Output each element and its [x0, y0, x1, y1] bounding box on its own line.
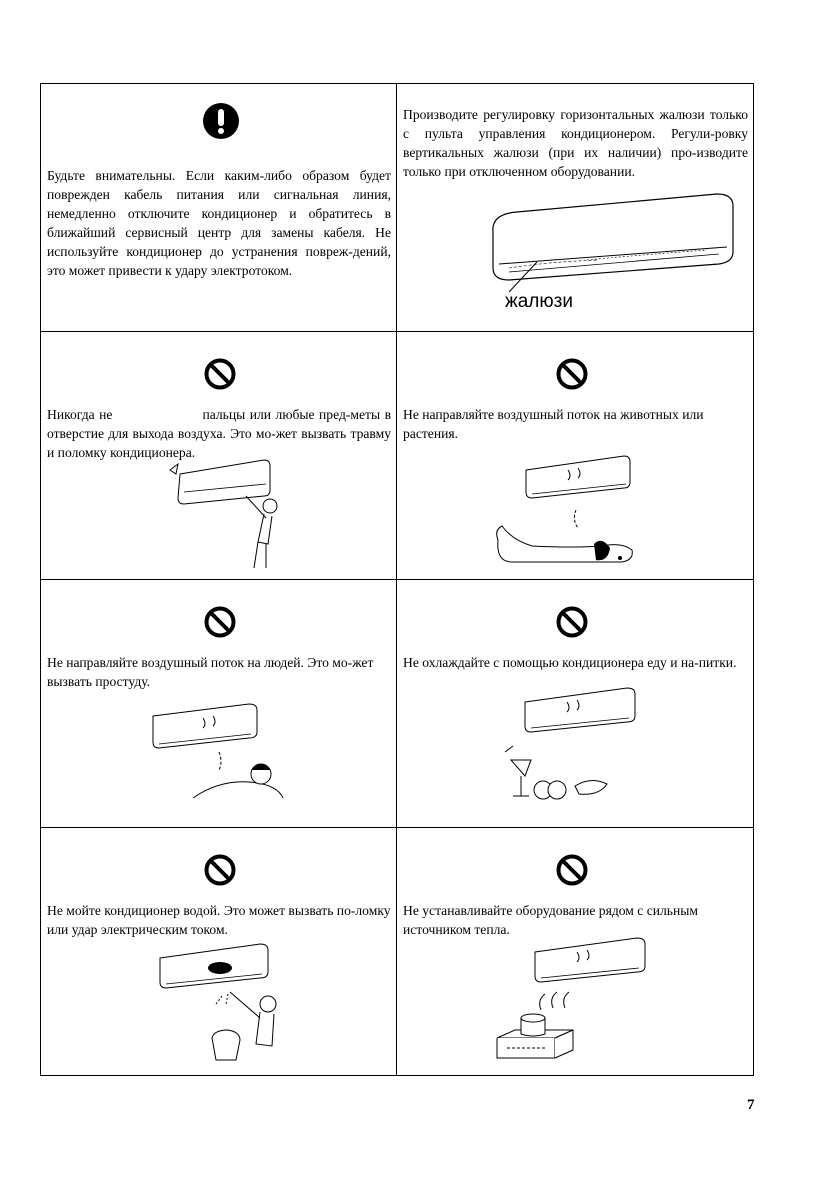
ac-food-illustration	[495, 686, 645, 806]
exclamation-icon	[202, 102, 240, 140]
cell-no-animals	[397, 332, 754, 580]
prohibition-icon	[556, 606, 588, 638]
no-animals-text: Не направляйте воздушный поток на животных или растения.	[403, 407, 704, 441]
ac-animal-illustration	[492, 450, 637, 568]
prohibition-icon	[204, 606, 236, 638]
louver-pointer-line	[507, 260, 547, 294]
no-people-text: Не направляйте воздушный поток на людей. Это мо-жет вызвать простуду.	[47, 655, 374, 689]
safety-grid	[40, 83, 754, 1076]
cell-no-people	[41, 580, 397, 828]
ac-stove-illustration	[491, 934, 651, 1064]
cell-cable-warning	[41, 84, 397, 332]
cell-no-heat	[397, 828, 754, 1076]
no-food-text: Не охлаждайте с помощью кондиционера еду и на-питки.	[403, 655, 737, 670]
no-fingers-text-start: Никогда не	[47, 407, 113, 422]
person-fingers-illustration	[166, 452, 286, 570]
cell-no-food	[397, 580, 754, 828]
person-washing-ac-illustration	[156, 940, 288, 1066]
cell-no-water	[41, 828, 397, 1076]
prohibition-icon	[556, 358, 588, 390]
cell-no-fingers	[41, 332, 397, 580]
no-heat-text: Не устанавливайте оборудование рядом с сильным источником тепла.	[403, 903, 699, 937]
prohibition-icon	[204, 358, 236, 390]
ac-sleeping-person-illustration	[149, 700, 289, 806]
cell-louver-adjust	[397, 84, 754, 332]
prohibition-icon	[204, 854, 236, 886]
cable-warning-text: Будьте внимательны. Если каким-либо образом будет поврежден кабель питания или сигнальная линия, немедленно отключите кондиционер и обратитесь в ближайший сервисный центр для замены кабеля. Не используйте кондиционер до устранения повреж-дений, это может привести к удару электротоком.	[47, 168, 391, 278]
page-number: 7	[747, 1097, 755, 1113]
louver-adjust-text: Производите регулировку горизонтальных жалюзи только с пульта управления кондиционером. Регули-ровку вертикальных жалюзи (при их наличии) про-изводите только при отключенном оборудовании.	[403, 107, 748, 179]
louver-label: жалюзи	[505, 291, 573, 312]
no-water-text: Не мойте кондиционер водой. Это может вызвать по-ломку или удар электрическим током.	[47, 903, 391, 937]
no-fingers-text-rest: пальцы или любые пред-меты в отверстие для выхода воздуха. Это мо-жет вызвать травму и поломку кондиционера.	[47, 407, 391, 460]
prohibition-icon	[556, 854, 588, 886]
